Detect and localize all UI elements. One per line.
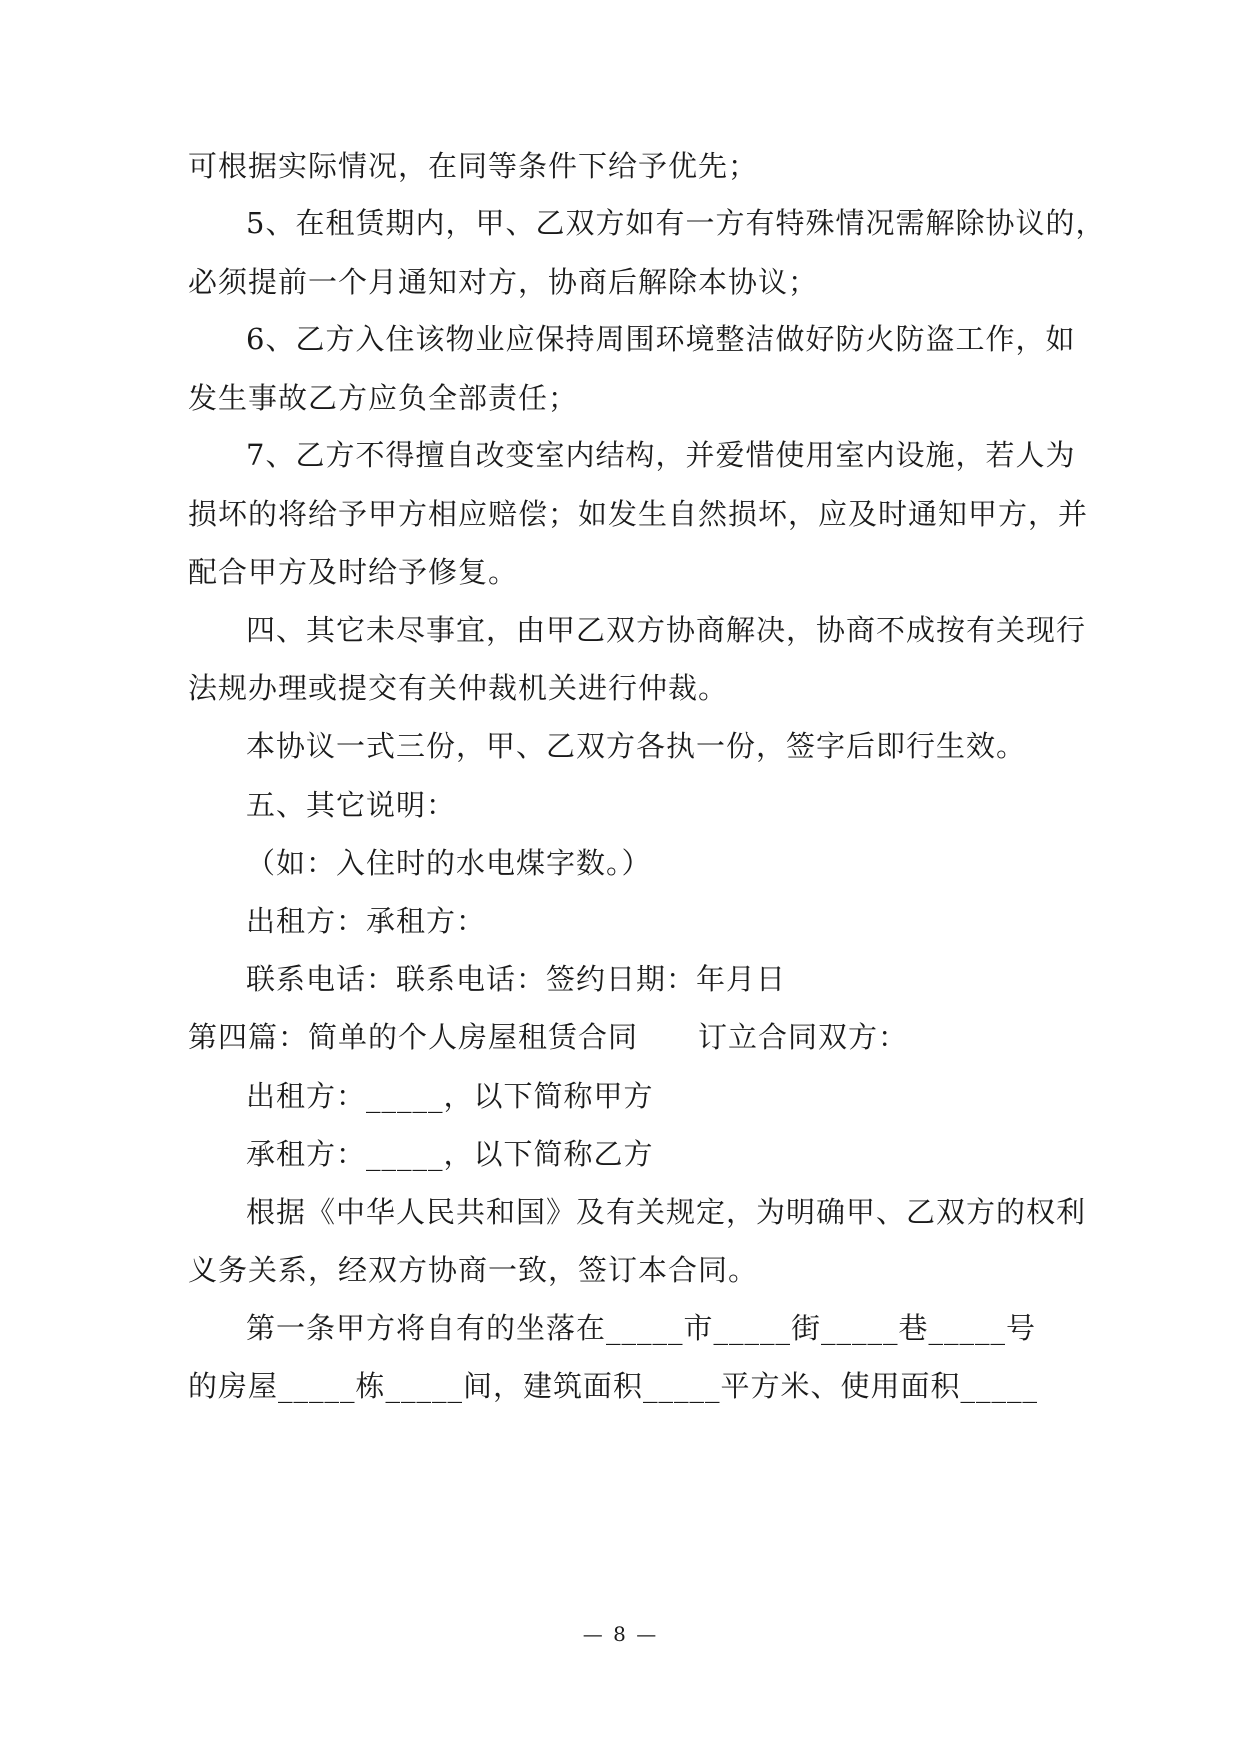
paragraph-line: 7、乙方不得擅自改变室内结构，并爱惜使用室内设施，若人为: [246, 438, 1076, 472]
paragraph-line: 承租方：_____，以下简称乙方: [246, 1137, 654, 1171]
paragraph-line: 五、其它说明：: [246, 788, 457, 822]
section-title: 第四篇：简单的个人房屋租赁合同: [188, 1020, 639, 1054]
paragraph-line: （如：入住时的水电煤字数。）: [246, 846, 652, 880]
paragraph-line: 可根据实际情况，在同等条件下给予优先；: [188, 149, 759, 183]
paragraph-line: 6、乙方入住该物业应保持周围环境整洁做好防火防盗工作，如: [246, 322, 1076, 356]
section-heading: [188, 1017, 1068, 1057]
paragraph-line: 发生事故乙方应负全部责任；: [188, 381, 579, 415]
paragraph-line: 义务关系，经双方协商一致，签订本合同。: [188, 1253, 759, 1287]
page-number: — 8 —: [582, 1622, 659, 1646]
paragraph-line: 第一条甲方将自有的坐落在_____市_____街_____巷_____号: [246, 1311, 1037, 1345]
paragraph-line: 配合甲方及时给予修复。: [188, 555, 519, 589]
paragraph-line: 出租方：承租方：: [246, 904, 487, 938]
section-parties: 订立合同双方：: [698, 1020, 909, 1054]
paragraph-line: 根据《中华人民共和国》及有关规定，为明确甲、乙双方的权利: [246, 1195, 1087, 1229]
paragraph-line: 本协议一式三份，甲、乙双方各执一份，签字后即行生效。: [246, 729, 1027, 763]
paragraph-line: 出租方：_____，以下简称甲方: [246, 1079, 654, 1113]
paragraph-line: 联系电话：联系电话：签约日期：年月日: [246, 962, 787, 996]
paragraph-line: 的房屋_____栋_____间，建筑面积_____平方米、使用面积_____: [188, 1369, 1039, 1403]
paragraph-line: 法规办理或提交有关仲裁机关进行仲裁。: [188, 671, 729, 705]
paragraph-line: 损坏的将给予甲方相应赔偿；如发生自然损坏，应及时通知甲方，并: [188, 497, 1089, 531]
paragraph-line: 5、在租赁期内，甲、乙双方如有一方有特殊情况需解除协议的，: [246, 206, 1106, 240]
paragraph-line: 四、其它未尽事宜，由甲乙双方协商解决，协商不成按有关现行: [246, 613, 1087, 647]
paragraph-line: 必须提前一个月通知对方，协商后解除本协议；: [188, 265, 819, 299]
